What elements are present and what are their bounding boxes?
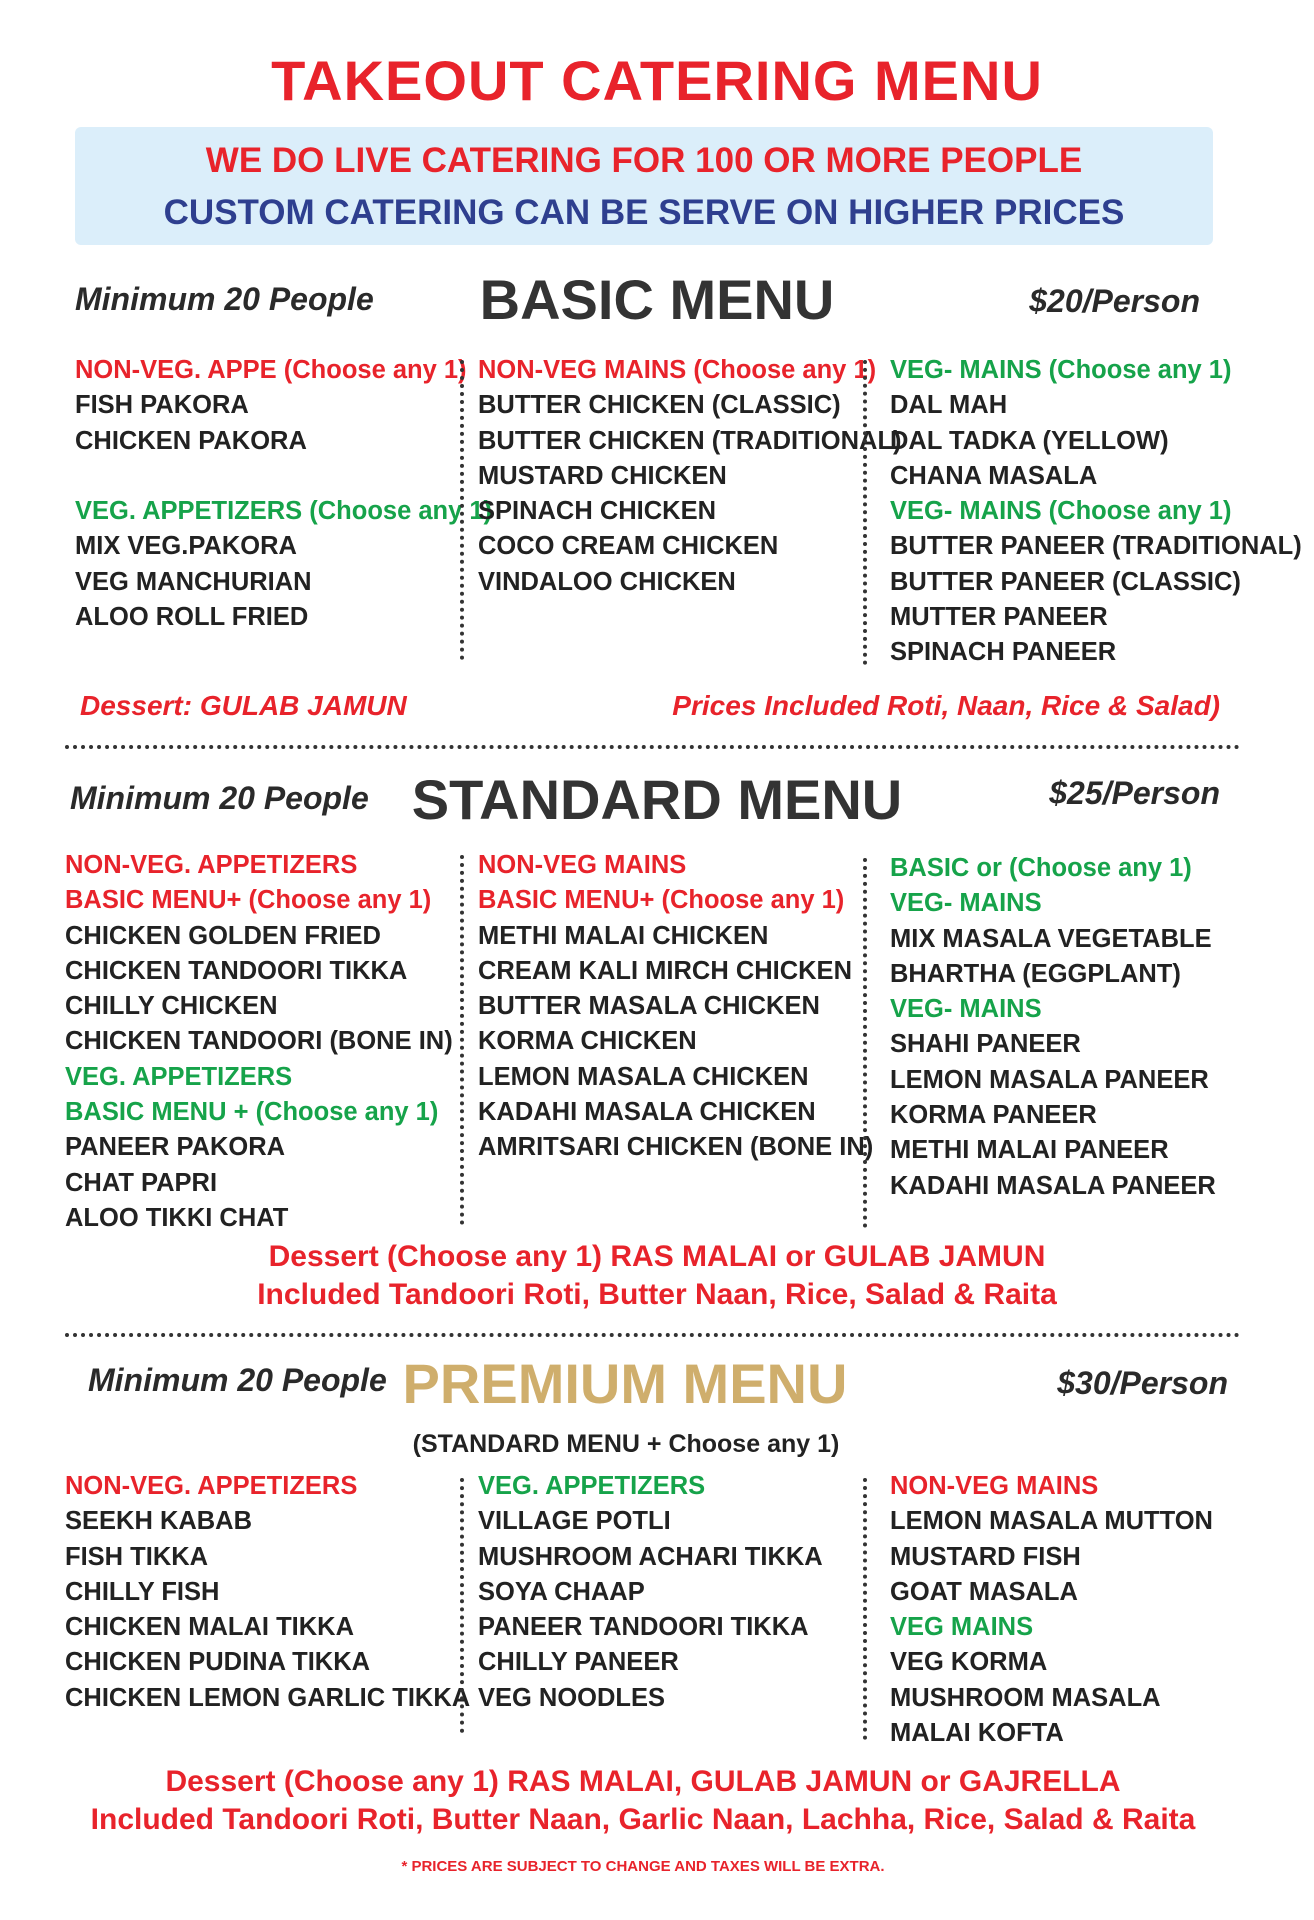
menu-item: SOYA CHAAP bbox=[478, 1577, 645, 1606]
premium-col-veg-appetizers bbox=[478, 1469, 823, 1716]
menu-item: LEMON MASALA PANEER bbox=[890, 1065, 1209, 1094]
standard-price: $25/Person bbox=[1049, 775, 1220, 811]
menu-item: MALAI KOFTA bbox=[890, 1719, 1064, 1748]
menu-item: CHICKEN MALAI TIKKA bbox=[65, 1613, 354, 1642]
standard-dessert: Dessert (Choose any 1) RAS MALAI or GULAB JAMUN bbox=[268, 1240, 1046, 1273]
menu-category-heading: VEG. APPETIZERS bbox=[65, 1062, 293, 1091]
menu-category-heading: NON-VEG. APPETIZERS bbox=[65, 1472, 358, 1500]
menu-category-heading: NON-VEG MAINS bbox=[890, 1472, 1099, 1500]
menu-item: CHICKEN GOLDEN FRIED bbox=[65, 921, 381, 950]
menu-item: SPINACH CHICKEN bbox=[478, 497, 717, 526]
menu-item: CHICKEN TANDOORI (BONE IN) bbox=[65, 1027, 453, 1056]
banner-line-custom-catering: CUSTOM CATERING CAN BE SERVE ON HIGHER PRICES bbox=[163, 193, 1125, 232]
menu-item: PANEER PAKORA bbox=[65, 1133, 286, 1162]
menu-item: VILLAGE POTLI bbox=[478, 1507, 671, 1536]
menu-item: CHICKEN PAKORA bbox=[75, 426, 307, 455]
menu-item: MUSHROOM MASALA bbox=[890, 1683, 1161, 1712]
premium-col-mains bbox=[890, 1469, 1213, 1751]
menu-item: AMRITSARI CHICKEN (BONE IN) bbox=[478, 1133, 874, 1162]
menu-item: CHICKEN LEMON GARLIC TIKKA bbox=[65, 1683, 471, 1712]
menu-category-heading: VEG. APPETIZERS bbox=[478, 1472, 706, 1500]
standard-col-appetizers bbox=[65, 848, 453, 1236]
menu-category-heading: VEG- MAINS bbox=[890, 889, 1042, 918]
menu-item bbox=[75, 459, 492, 494]
fine-print: * PRICES ARE SUBJECT TO CHANGE AND TAXES WILL BE EXTRA. bbox=[401, 1858, 885, 1875]
menu-item: MUSTARD CHICKEN bbox=[478, 461, 727, 490]
standard-col-nonveg-mains bbox=[478, 848, 873, 1166]
premium-dessert: Dessert (Choose any 1) RAS MALAI, GULAB JAMUN or GAJRELLA bbox=[165, 1765, 1121, 1798]
menu-item: MUSHROOM ACHARI TIKKA bbox=[478, 1542, 823, 1571]
menu-item: PANEER TANDOORI TIKKA bbox=[478, 1613, 809, 1642]
menu-item: ALOO ROLL FRIED bbox=[75, 603, 309, 632]
info-banner bbox=[75, 127, 1213, 245]
menu-item: VEG NOODLES bbox=[478, 1683, 666, 1712]
menu-item: SPINACH PANEER bbox=[890, 638, 1117, 667]
menu-item: CHILLY FISH bbox=[65, 1577, 220, 1606]
menu-item: KORMA CHICKEN bbox=[478, 1027, 697, 1056]
column-divider bbox=[460, 855, 464, 1225]
column-divider bbox=[863, 858, 867, 1228]
menu-category-heading: VEG- MAINS bbox=[890, 995, 1042, 1024]
menu-category-heading: BASIC or (Choose any 1) bbox=[890, 854, 1192, 882]
standard-min-people: Minimum 20 People bbox=[70, 780, 369, 816]
menu-category-heading: NON-VEG MAINS bbox=[478, 851, 687, 879]
menu-item: KADAHI MASALA PANEER bbox=[890, 1171, 1216, 1200]
menu-category-heading: NON-VEG MAINS (Choose any 1) bbox=[478, 356, 877, 384]
menu-item: BUTTER PANEER (CLASSIC) bbox=[890, 567, 1241, 596]
basic-col-appetizers bbox=[75, 353, 492, 635]
basic-min-people: Minimum 20 People bbox=[75, 281, 374, 317]
basic-col-nonveg-mains bbox=[478, 353, 902, 600]
menu-item: DAL MAH bbox=[890, 391, 1008, 420]
column-divider bbox=[460, 1478, 464, 1733]
menu-item: FISH TIKKA bbox=[65, 1542, 209, 1571]
menu-item: CHICKEN PUDINA TIKKA bbox=[65, 1648, 371, 1677]
menu-item: ALOO TIKKI CHAT bbox=[65, 1203, 289, 1232]
menu-item: FISH PAKORA bbox=[75, 391, 249, 420]
menu-item: BUTTER CHICKEN (CLASSIC) bbox=[478, 391, 841, 420]
menu-item: VEG KORMA bbox=[890, 1648, 1048, 1677]
standard-menu-title: STANDARD MENU bbox=[411, 768, 903, 831]
menu-item: VEG MANCHURIAN bbox=[75, 567, 312, 596]
section-divider bbox=[65, 745, 1240, 749]
menu-item: CREAM KALI MIRCH CHICKEN bbox=[478, 956, 852, 985]
menu-item: LEMON MASALA CHICKEN bbox=[478, 1062, 809, 1091]
menu-item: SEEKH KABAB bbox=[65, 1507, 253, 1536]
menu-item: GOAT MASALA bbox=[890, 1577, 1078, 1606]
premium-price: $30/Person bbox=[1057, 1365, 1228, 1401]
menu-item: CHAT PAPRI bbox=[65, 1168, 218, 1197]
page-title: TAKEOUT CATERING MENU bbox=[271, 49, 1043, 112]
menu-item: MIX VEG.PAKORA bbox=[75, 532, 297, 561]
basic-col-veg-mains bbox=[890, 353, 1302, 671]
basic-dessert: Dessert: GULAB JAMUN bbox=[80, 690, 407, 721]
menu-item: MUSTARD FISH bbox=[890, 1542, 1081, 1571]
menu-category-heading: VEG- MAINS (Choose any 1) bbox=[890, 356, 1232, 384]
menu-item: CHILLY CHICKEN bbox=[65, 992, 278, 1021]
menu-item: BUTTER PANEER (TRADITIONAL) bbox=[890, 532, 1302, 561]
column-divider bbox=[863, 360, 867, 665]
menu-item: DAL TADKA (YELLOW) bbox=[890, 426, 1169, 455]
menu-item: CHICKEN TANDOORI TIKKA bbox=[65, 956, 408, 985]
menu-category-heading: NON-VEG. APPETIZERS bbox=[65, 851, 358, 879]
banner-line-live-catering: WE DO LIVE CATERING FOR 100 OR MORE PEOPLE bbox=[205, 141, 1083, 180]
basic-price: $20/Person bbox=[1029, 283, 1200, 319]
menu-category-heading: VEG. APPETIZERS (Choose any 1) bbox=[75, 497, 493, 526]
premium-col-nonveg-appetizers bbox=[65, 1469, 470, 1716]
menu-item: CHILLY PANEER bbox=[478, 1648, 679, 1677]
basic-menu-title: BASIC MENU bbox=[479, 268, 835, 331]
column-divider bbox=[460, 360, 464, 660]
menu-item: VINDALOO CHICKEN bbox=[478, 567, 736, 596]
menu-item: SHAHI PANEER bbox=[890, 1030, 1081, 1059]
standard-included: Included Tandoori Roti, Butter Naan, Rice, Salad & Raita bbox=[257, 1278, 1057, 1311]
menu-item: KORMA PANEER bbox=[890, 1101, 1097, 1130]
menu-item: METHI MALAI PANEER bbox=[890, 1136, 1169, 1165]
premium-included: Included Tandoori Roti, Butter Naan, Garlic Naan, Lachha, Rice, Salad & Raita bbox=[90, 1803, 1196, 1836]
menu-category-heading: VEG- MAINS (Choose any 1) bbox=[890, 497, 1232, 526]
menu-category-heading: NON-VEG. APPE (Choose any 1) bbox=[75, 356, 467, 384]
menu-item: LEMON MASALA MUTTON bbox=[890, 1507, 1213, 1536]
column-divider bbox=[863, 1478, 867, 1740]
menu-category-heading: BASIC MENU+ (Choose any 1) bbox=[65, 886, 432, 915]
premium-subtitle: (STANDARD MENU + Choose any 1) bbox=[412, 1430, 840, 1458]
menu-item: MUTTER PANEER bbox=[890, 603, 1108, 632]
menu-item: BUTTER CHICKEN (TRADITIONAL) bbox=[478, 426, 902, 455]
menu-category-heading: VEG MAINS bbox=[890, 1613, 1034, 1642]
premium-min-people: Minimum 20 People bbox=[88, 1362, 387, 1398]
menu-item: KADAHI MASALA CHICKEN bbox=[478, 1098, 816, 1127]
menu-category-heading: BASIC MENU+ (Choose any 1) bbox=[478, 886, 845, 915]
menu-item: BUTTER MASALA CHICKEN bbox=[478, 992, 820, 1021]
menu-item: MIX MASALA VEGETABLE bbox=[890, 924, 1212, 953]
menu-item: METHI MALAI CHICKEN bbox=[478, 921, 769, 950]
menu-item: CHANA MASALA bbox=[890, 461, 1098, 490]
menu-category-heading: BASIC MENU + (Choose any 1) bbox=[65, 1098, 439, 1127]
premium-menu-title: PREMIUM MENU bbox=[402, 1352, 848, 1415]
standard-col-veg-mains bbox=[890, 851, 1216, 1204]
menu-item: COCO CREAM CHICKEN bbox=[478, 532, 779, 561]
section-divider bbox=[65, 1333, 1240, 1337]
menu-item: BHARTHA (EGGPLANT) bbox=[890, 959, 1181, 988]
basic-included: Prices Included Roti, Naan, Rice & Salad) bbox=[672, 690, 1220, 721]
